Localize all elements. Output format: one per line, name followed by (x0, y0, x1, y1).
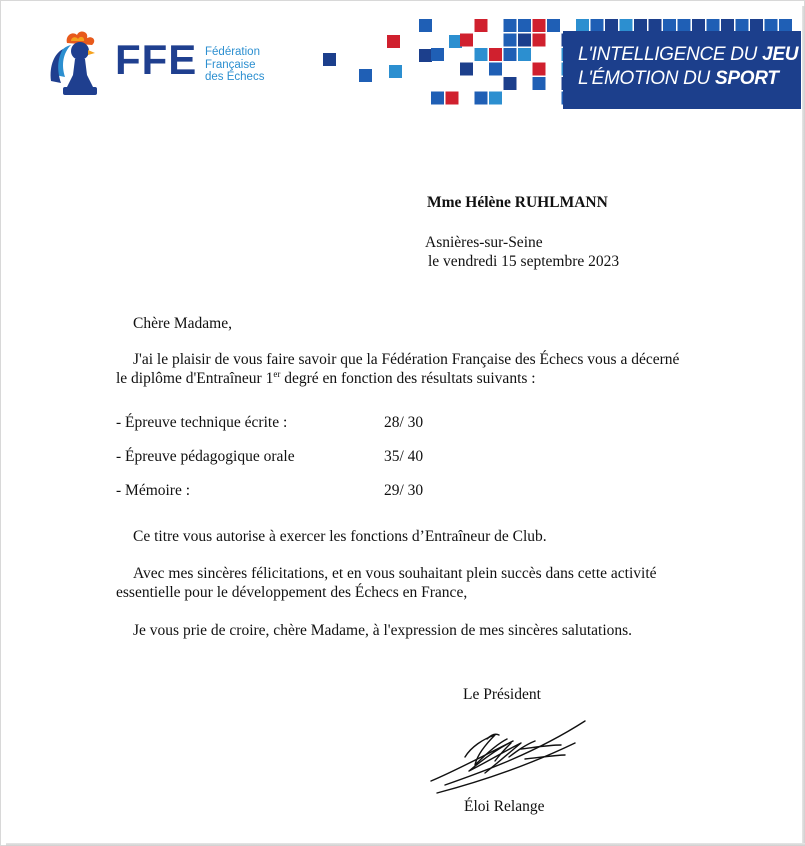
intro-paragraph-line: J'ai le plaisir de vous faire savoir que la Fédération Française des Échecs vous a décerné (133, 351, 680, 368)
result-label: - Épreuve technique écrite : (116, 414, 288, 431)
mosaic-square (475, 92, 488, 105)
mosaic-square (387, 35, 400, 48)
mosaic-square (533, 34, 546, 47)
mosaic-square (460, 34, 473, 47)
recipient-name: Mme Hélène RUHLMANN (427, 194, 608, 211)
mosaic-square (518, 34, 531, 47)
letter-date: le vendredi 15 septembre 2023 (428, 253, 620, 270)
intro-paragraph-line: le diplôme d'Entraîneur 1er degré en fonction des résultats suivants : (116, 369, 536, 387)
slogan-line-1: L'INTELLIGENCE DU JEU (578, 44, 799, 65)
mosaic-square (475, 19, 488, 32)
logo-acronym: FFE (115, 36, 198, 83)
mosaic-square (446, 92, 459, 105)
mosaic-square (504, 34, 517, 47)
mosaic-square (504, 19, 517, 32)
signatory-title: Le Président (463, 686, 541, 703)
mosaic-square (475, 48, 488, 61)
salutation: Chère Madame, (133, 315, 232, 332)
logo-name-line: Fédération (205, 46, 260, 58)
title-paragraph: Ce titre vous autorise à exercer les fonctions d’Entraîneur de Club. (133, 528, 547, 545)
closing-paragraph: Je vous prie de croire, chère Madame, à l'expression de mes sincères salutations. (133, 622, 633, 639)
mosaic-square (460, 19, 473, 32)
mosaic-square (504, 77, 517, 90)
mosaic-square (460, 63, 473, 76)
mosaic-square (489, 92, 502, 105)
rooster-chess-icon (49, 29, 115, 101)
result-score: 35/ 40 (384, 448, 424, 465)
result-label: - Épreuve pédagogique orale (116, 448, 295, 465)
result-score: 28/ 30 (384, 414, 424, 431)
mosaic-square (323, 53, 336, 66)
logo-federation-name (205, 46, 264, 84)
congrats-paragraph-line: essentielle pour le développement des Échecs en France, (116, 584, 468, 601)
logo-name-line: Française (205, 58, 256, 71)
mosaic-square (359, 69, 372, 82)
mosaic-square (489, 48, 502, 61)
mosaic-square (533, 77, 546, 90)
mosaic-square (431, 48, 444, 61)
mosaic-square (419, 49, 432, 62)
mosaic-square (389, 65, 402, 78)
result-score: 29/ 30 (384, 482, 424, 499)
slogan (578, 43, 798, 91)
mosaic-square (533, 63, 546, 76)
letter-place: Asnières-sur-Seine (425, 234, 543, 251)
mosaic-square (518, 48, 531, 61)
signatory-name: Éloi Relange (464, 798, 545, 815)
mosaic-square (489, 63, 502, 76)
logo-name-line: des Échecs (205, 71, 265, 83)
handwritten-signature (425, 713, 591, 797)
mosaic-square (431, 92, 444, 105)
slogan-line-2: L'ÉMOTION DU SPORT (578, 68, 779, 89)
mosaic-square (533, 19, 546, 32)
congrats-paragraph-line: Avec mes sincères félicitations, et en vous souhaitant plein succès dans cette activité (133, 565, 657, 582)
mosaic-square (504, 48, 517, 61)
result-label: - Mémoire : (116, 482, 191, 499)
mosaic-square (547, 19, 560, 32)
mosaic-square (518, 19, 531, 32)
ffe-logo (49, 29, 289, 101)
mosaic-square (419, 19, 432, 32)
